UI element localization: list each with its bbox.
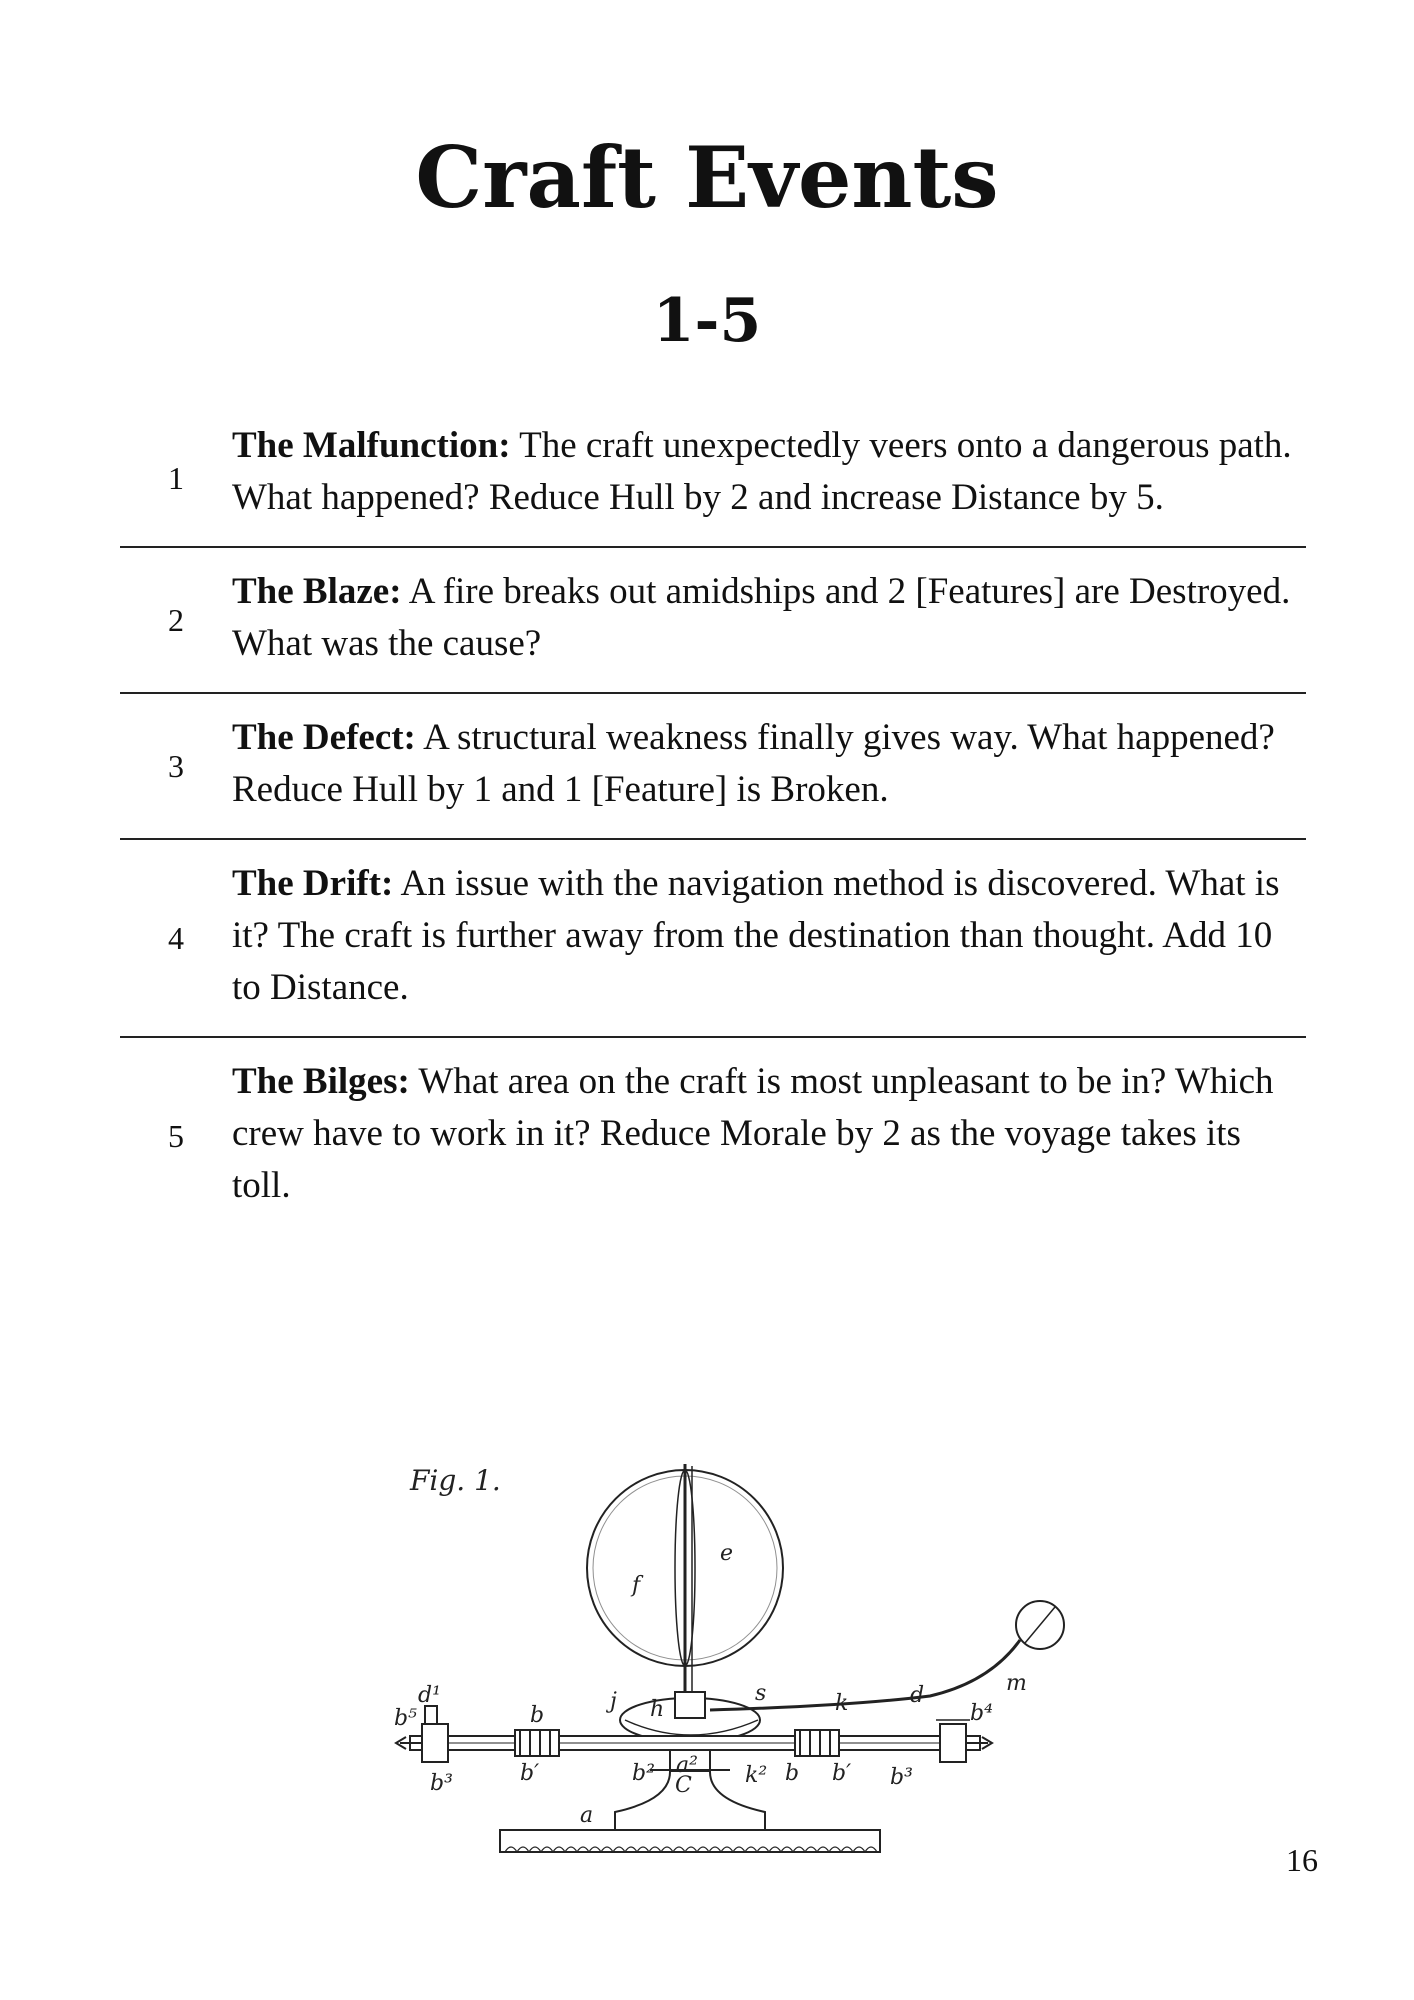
figure-caption: Fig. 1. [410, 1464, 501, 1497]
figure-label: a [580, 1803, 594, 1828]
event-name: The Defect: [232, 717, 416, 758]
figure-label: b³ [890, 1765, 913, 1790]
figure-label: b [530, 1703, 545, 1728]
roll-number: 3 [168, 747, 184, 784]
figure-label: k² [745, 1763, 768, 1788]
roll-number: 5 [168, 1117, 184, 1154]
figure-label: b⁴ [970, 1701, 993, 1726]
table-row [120, 839, 1306, 1037]
figure-label: d [910, 1683, 925, 1708]
event-description [232, 1037, 1306, 1234]
event-text: A structural weakness finally gives way. What happened? Reduce Hull by 1 and 1 [Feature] is Broken. [232, 717, 1275, 810]
figure-label: h [650, 1697, 665, 1722]
event-name: The Bilges: [232, 1061, 410, 1102]
event-name: The Drift: [232, 863, 394, 904]
page-number: 16 [1286, 1842, 1318, 1878]
table-row [120, 547, 1306, 693]
table-row [120, 410, 1306, 547]
event-text: An issue with the navigation method is discovered. What is it? The craft is further away from the destination than thought. Add 10 to Distance. [232, 863, 1280, 1008]
table-row [120, 1037, 1306, 1234]
figure-label: C [675, 1773, 692, 1798]
roll-number: 1 [168, 459, 184, 496]
event-name: The Blaze: [232, 571, 402, 612]
patent-illustration [370, 1420, 1070, 1900]
event-text: What area on the craft is most unpleasant to be in? Which crew have to work in it? Reduce Morale by 2 as the voyage takes its toll. [232, 1061, 1274, 1206]
figure-label: b′ [520, 1761, 540, 1786]
figure-label: s [755, 1681, 767, 1706]
figure-label: m [1006, 1671, 1027, 1696]
figure-label: f [632, 1573, 641, 1598]
figure-label: b′ [832, 1761, 852, 1786]
figure-label: d¹ [418, 1683, 441, 1708]
events-table [120, 410, 1306, 1234]
roll-number: 4 [168, 919, 184, 956]
figure-label: j [610, 1689, 617, 1714]
event-text: The craft unexpectedly veers onto a dangerous path. What happened? Reduce Hull by 2 and increase Distance by 5. [232, 425, 1292, 518]
figure-label: k [835, 1691, 849, 1716]
table-row [120, 693, 1306, 839]
figure-label: e [720, 1541, 734, 1566]
roll-number: 2 [168, 601, 184, 638]
figure-label: b [785, 1761, 800, 1786]
event-description [232, 839, 1306, 1037]
event-name: The Malfunction: [232, 425, 511, 466]
figure-label: b⁵ [394, 1706, 417, 1731]
page-title: Craft Events [415, 128, 999, 227]
event-description [232, 547, 1306, 693]
figure-label: b² [632, 1761, 655, 1786]
event-text: A fire breaks out amidships and 2 [Features] are Destroyed. What was the cause? [232, 571, 1291, 664]
section-subtitle: 1-5 [652, 286, 762, 356]
figure-label: a² [676, 1753, 698, 1778]
event-description [232, 693, 1306, 839]
event-description [232, 410, 1306, 547]
figure-label: b³ [430, 1771, 453, 1796]
